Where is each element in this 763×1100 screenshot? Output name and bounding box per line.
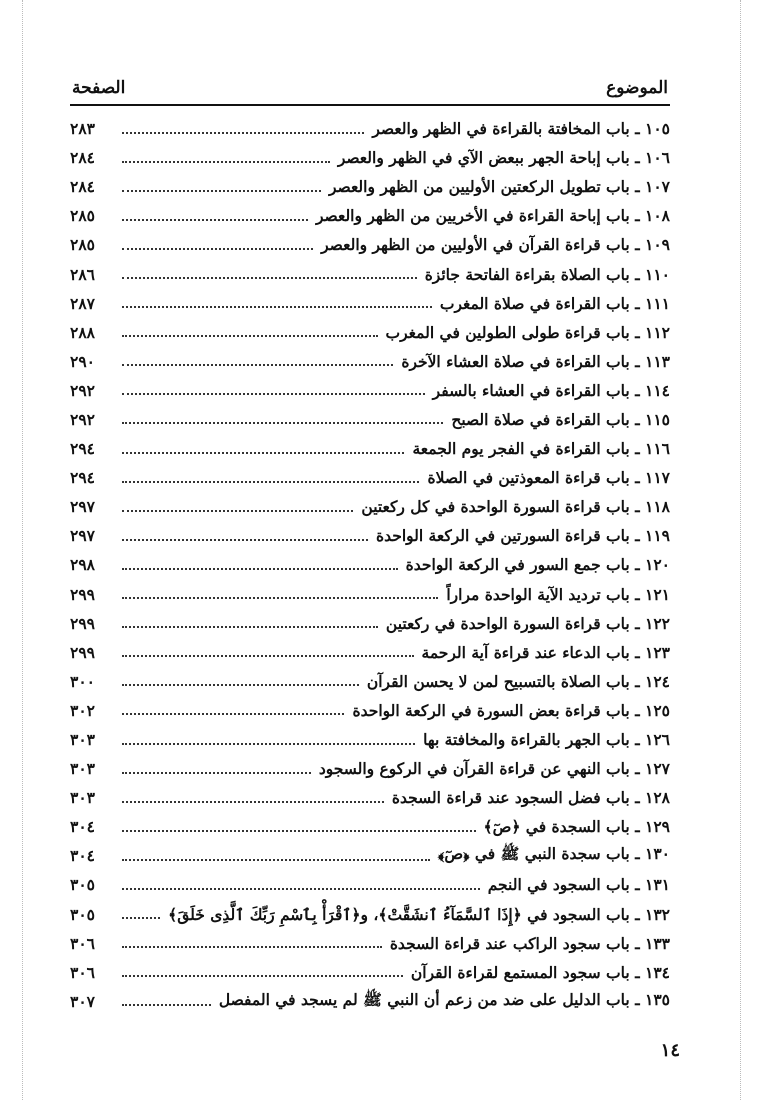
toc-entry-page: ٢٨٥	[70, 206, 95, 226]
toc-entry	[70, 609, 670, 638]
toc-entry-page: ٣٠٥	[70, 904, 95, 924]
toc-header	[70, 76, 670, 106]
toc-entry-page: ٢٩٩	[70, 584, 95, 604]
page-column-label: الصفحة	[72, 78, 126, 98]
toc-entry-title: ١٢٨ ـ باب فضل السجود عند قراءة السجدة	[391, 788, 670, 808]
margin-line-left	[22, 0, 23, 1100]
toc-entry-title: ١٢٥ ـ باب قراءة بعض السورة في الركعة الواحدة	[352, 700, 670, 720]
toc-dot-leader	[122, 161, 330, 163]
toc-entry-page: ٣٠٦	[70, 933, 95, 953]
toc-entry	[70, 667, 670, 696]
toc-entry-title: ١٠٦ ـ باب إباحة الجهر ببعض الآي في الظهر والعصر	[337, 148, 670, 168]
toc-entry-page: ٢٨٧	[70, 293, 95, 313]
toc-entry-title: ١٢٩ ـ باب السجدة في ﴿صٓ﴾	[483, 817, 670, 837]
toc-entry-page: ٢٨٤	[70, 148, 95, 168]
toc-entry	[70, 347, 670, 376]
toc-dot-leader	[122, 510, 353, 512]
toc-entry-page: ٣٠٦	[70, 962, 95, 982]
toc-entry	[70, 492, 670, 521]
toc-entry-page: ٢٨٥	[70, 235, 95, 255]
toc-entry	[70, 376, 670, 405]
toc-entry	[70, 754, 670, 783]
toc-entry-title: ١٣٣ ـ باب سجود الراكب عند قراءة السجدة	[389, 933, 670, 953]
toc-entry	[70, 405, 670, 434]
toc-dot-leader	[122, 684, 359, 686]
toc-dot-leader	[122, 364, 393, 366]
toc-entry-page: ٣٠٢	[70, 700, 95, 720]
toc-entry-title: ١١٠ ـ باب الصلاة بقراءة الفاتحة جائزة	[424, 264, 670, 284]
toc-dot-leader	[122, 481, 419, 483]
toc-entry-page: ٢٩٧	[70, 497, 95, 517]
toc-entry-page: ٣٠٥	[70, 875, 95, 895]
toc-dot-leader	[122, 888, 480, 890]
toc-entry-title: ١١٥ ـ باب القراءة في صلاة الصبح	[451, 409, 670, 429]
toc-dot-leader	[122, 1004, 211, 1006]
toc-entry	[70, 870, 670, 899]
toc-entry	[70, 638, 670, 667]
toc-entry-page: ٣٠٤	[70, 817, 95, 837]
toc-entry	[70, 812, 670, 841]
toc-dot-leader	[122, 772, 311, 774]
toc-entry	[70, 201, 670, 230]
toc-entry-page: ٢٨٣	[70, 119, 95, 139]
toc-dot-leader	[122, 306, 432, 308]
toc-entry-page: ٢٩٢	[70, 380, 95, 400]
toc-entry-title: ١٢٦ ـ باب الجهر بالقراءة والمخافتة بها	[423, 730, 670, 750]
toc-dot-leader	[122, 626, 378, 628]
toc-entry-title: ١١٨ ـ باب قراءة السورة الواحدة في كل ركعتين	[361, 497, 670, 517]
toc-entry	[70, 259, 670, 288]
toc-entry-page: ٢٩٩	[70, 613, 95, 633]
toc-entry-page: ٣٠٧	[70, 991, 95, 1011]
toc-entry	[70, 550, 670, 579]
toc-entry-page: ٣٠٤	[70, 846, 95, 866]
toc-entry-title: ١٠٩ ـ باب قراءة القرآن في الأوليين من الظهر والعصر	[321, 235, 670, 255]
toc-entry	[70, 841, 670, 870]
toc-entry-page: ٣٠٣	[70, 730, 95, 750]
toc-dot-leader	[122, 335, 378, 337]
toc-entry	[70, 929, 670, 958]
toc-dot-leader	[122, 452, 404, 454]
toc-dot-leader	[122, 248, 313, 250]
toc-dot-leader	[122, 219, 308, 221]
toc-entry-page: ٢٩٢	[70, 409, 95, 429]
toc-entry-title: ١١٣ ـ باب القراءة في صلاة العشاء الآخرة	[401, 351, 670, 371]
toc-entry	[70, 958, 670, 987]
toc-dot-leader	[122, 597, 438, 599]
toc-dot-leader	[122, 713, 344, 715]
toc-entry-title: ١٣٢ ـ باب السجود في ﴿إِذَا ٱلسَّمَآءُ ٱنشَقَّتْ﴾، و﴿ٱقْرَأْ بِٱسْمِ رَبِّكَ ٱلَّذِى خَلَقَ﴾	[168, 904, 670, 924]
toc-entry-title: ١١٧ ـ باب قراءة المعوذتين في الصلاة	[427, 468, 670, 488]
toc-entry-title: ١٣٠ ـ باب سجدة النبي ﷺ في ﴿صٓ﴾	[437, 844, 670, 864]
toc-dot-leader	[122, 975, 403, 977]
toc-entry	[70, 318, 670, 347]
toc-dot-leader	[122, 393, 425, 395]
toc-entry-title: ١٢٣ ـ باب الدعاء عند قراءة آية الرحمة	[421, 642, 670, 662]
toc-dot-leader	[122, 946, 382, 948]
toc-dot-leader	[122, 917, 160, 919]
toc-entry-title: ١١٤ ـ باب القراءة في العشاء بالسفر	[432, 380, 670, 400]
toc-entry-page: ٢٩٩	[70, 642, 95, 662]
toc-entry-title: ١٢٢ ـ باب قراءة السورة الواحدة في ركعتين	[385, 613, 670, 633]
toc-entry-title: ١٢٤ ـ باب الصلاة بالتسبيح لمن لا يحسن القرآن	[366, 671, 670, 691]
toc-entry	[70, 521, 670, 550]
toc-entry-title: ١١٦ ـ باب القراءة في الفجر يوم الجمعة	[412, 439, 670, 459]
toc-dot-leader	[122, 830, 476, 832]
toc-entry-title: ١٢١ ـ باب ترديد الآية الواحدة مراراً	[446, 584, 670, 604]
toc-entry-page: ٣٠٣	[70, 759, 95, 779]
toc-entry-title: ١٣٤ ـ باب سجود المستمع لقراءة القرآن	[410, 962, 670, 982]
toc-dot-leader	[122, 801, 384, 803]
toc-dot-leader	[122, 859, 430, 861]
toc-entry	[70, 114, 670, 143]
table-of-contents	[70, 114, 670, 1016]
toc-dot-leader	[122, 743, 415, 745]
toc-entry-title: ١٠٥ ـ باب المخافتة بالقراءة في الظهر والعصر	[372, 119, 670, 139]
toc-entry-title: ١٣١ ـ باب السجود في النجم	[487, 875, 670, 895]
toc-entry-page: ٢٨٤	[70, 177, 95, 197]
toc-entry-page: ٢٩٠	[70, 351, 95, 371]
margin-line-right	[740, 0, 741, 1100]
toc-entry-page: ٢٨٦	[70, 264, 95, 284]
toc-entry	[70, 172, 670, 201]
toc-entry	[70, 783, 670, 812]
toc-entry-title: ١١٢ ـ باب قراءة طولى الطولين في المغرب	[385, 322, 670, 342]
toc-entry	[70, 143, 670, 172]
toc-dot-leader	[122, 655, 414, 657]
toc-entry	[70, 463, 670, 492]
topic-column-label: الموضوع	[606, 78, 668, 98]
toc-entry-page: ٢٩٤	[70, 468, 95, 488]
page-number: ١٤	[660, 1040, 680, 1061]
toc-dot-leader	[122, 568, 398, 570]
toc-entry-page: ٣٠٣	[70, 788, 95, 808]
toc-entry-page: ٣٠٠	[70, 671, 95, 691]
toc-entry-page: ٢٩٨	[70, 555, 95, 575]
toc-entry	[70, 580, 670, 609]
toc-entry-page: ٢٩٤	[70, 439, 95, 459]
toc-dot-leader	[122, 422, 443, 424]
toc-dot-leader	[122, 277, 417, 279]
toc-entry-title: ١٢٧ ـ باب النهي عن قراءة القرآن في الركوع والسجود	[318, 759, 670, 779]
toc-entry-page: ٢٨٨	[70, 322, 95, 342]
toc-entry	[70, 900, 670, 929]
toc-dot-leader	[122, 539, 368, 541]
toc-dot-leader	[122, 132, 364, 134]
toc-entry-title: ١٢٠ ـ باب جمع السور في الركعة الواحدة	[405, 555, 670, 575]
toc-entry	[70, 289, 670, 318]
toc-entry	[70, 987, 670, 1016]
toc-entry	[70, 230, 670, 259]
toc-entry	[70, 696, 670, 725]
toc-dot-leader	[122, 190, 321, 192]
toc-entry	[70, 725, 670, 754]
toc-entry	[70, 434, 670, 463]
toc-entry-page: ٢٩٧	[70, 526, 95, 546]
toc-entry-title: ١٠٨ ـ باب إباحة القراءة في الأخريين من الظهر والعصر	[315, 206, 670, 226]
toc-entry-title: ١١١ ـ باب القراءة في صلاة المغرب	[439, 293, 670, 313]
toc-entry-title: ١١٩ ـ باب قراءة السورتين في الركعة الواحدة	[375, 526, 670, 546]
toc-entry-title: ١٣٥ ـ باب الدليل على ضد من زعم أن النبي ﷺ لم يسجد في المفصل	[218, 989, 670, 1009]
toc-entry-title: ١٠٧ ـ باب تطويل الركعتين الأوليين من الظهر والعصر	[328, 177, 670, 197]
